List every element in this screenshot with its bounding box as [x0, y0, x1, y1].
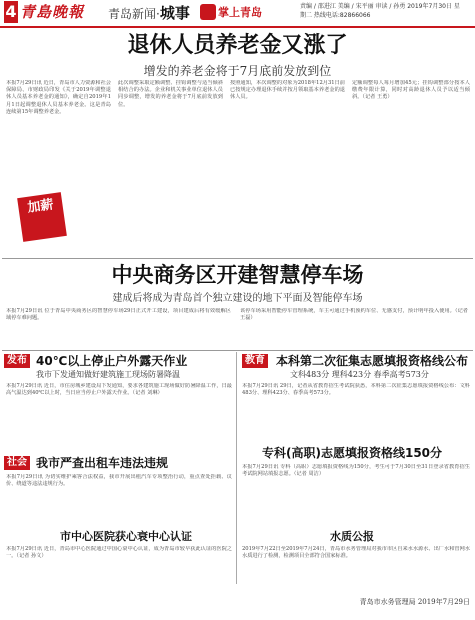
news7-body: 本报7月29日讯 专科（高职）志愿填报资格线为150分，考生可于7月30日至31日登录省教育招生考试院网站填报志愿。（记者 周洁）	[242, 464, 470, 478]
app-logo-icon	[200, 4, 216, 20]
column-rule	[236, 352, 237, 584]
news8-signature: 青岛市水务管理局 2019年7月29日	[359, 598, 470, 606]
news4-body: 本报7月29日讯 为切实维护乘客合法权益，我市开展出租汽车专项整治行动，重点查处拒载、议价、绕道等违法违规行为。	[6, 474, 232, 488]
app-name: 掌上青岛	[218, 6, 262, 19]
section-prefix: 青岛新闻·	[108, 7, 160, 21]
divider	[2, 258, 473, 259]
news3-tag: 发布	[4, 354, 30, 368]
story1-body-c: 按照通知，本次调整的对象为2018年12月31日前已按规定办理退休手续并按月领取基本养老金的退休人员。	[230, 80, 345, 101]
news4-tag: 社会	[4, 456, 30, 470]
news3-headline: 40℃以上停止户外露天作业	[36, 354, 188, 368]
story2-body-b: 该停车场采用智能停车管理系统，车主可通过手机预约车位、无感支付，预计明年投入使用。（记者 王磊）	[240, 308, 468, 322]
news7-headline: 专科(高职)志愿填报资格线150分	[262, 446, 443, 460]
news5-body: 本报7月29日讯 近日，青岛市中心医院通过中国心衰中心认证，成为青岛市较早获此认证的医院之一。（记者 孙文）	[6, 546, 232, 560]
story1-subhead: 增发的养老金将于7月底前发放到位	[143, 64, 332, 78]
news6-tag: 教育	[242, 354, 268, 368]
story1-body-d: 定额调整每人每月增加45元；挂钩调整部分按本人缴费年限计算，同时对高龄退休人员予以适当倾斜。（记者 王勇）	[352, 80, 470, 101]
divider	[2, 350, 473, 351]
story1-headline: 退休人员养老金又涨了	[127, 33, 348, 58]
news6-body: 本报7月29日讯 29日，记者从省教育招生考试院获悉，本科第二次征集志愿填报资格线公布：文科483分、理科423分、春季高考573分。	[242, 383, 470, 397]
masthead	[0, 0, 475, 28]
news8-body: 2019年7月22日至2019年7月24日，青岛市水务管理局对我市市区自来水水源水、出厂水和管网水水质进行了检测，检测项目全部符合国家标准。	[242, 546, 470, 560]
story2-headline: 中央商务区开建智慧停车场	[111, 263, 364, 287]
news4-headline: 我市严查出租车违法违规	[36, 456, 169, 470]
story2-body-a: 本报7月29日讯 位于青岛中央商务区的智慧停车场29日正式开工建设，项目建成后将有效缓解区域停车难问题。	[6, 308, 231, 322]
news6-headline: 本科第二次征集志愿填报资格线公布	[276, 354, 469, 368]
news5-headline: 市中心医院获心衰中心认证	[60, 530, 192, 543]
credits: 责编 / 邵进江 美编 / 宋平丽 审读 / 孙勇 2019年7月30日 星期二 热线电话:82866066	[300, 3, 460, 19]
story1-body-a: 本报7月29日讯 近日，青岛市人力资源和社会保障局、市财政局印发《关于2019年调整退休人员基本养老金的通知》，确定自2019年1月1日起调整退休人员基本养老金。这是青岛连续第15年调整养老金。	[6, 80, 111, 115]
page-number: 4	[5, 2, 17, 21]
news8-headline: 水质公报	[330, 530, 374, 543]
story2-subhead: 建成后将成为青岛首个独立建设的地下平面及智能停车场	[112, 293, 363, 304]
section-name: 城事	[159, 4, 190, 22]
news3-body: 本报7月29日讯 近日，市住房城乡建设局下发通知，要求各建筑施工现场做好防暑降温工作，日最高气温达到40℃以上时，当日应当停止户外露天作业。（记者 刘琳）	[6, 383, 232, 397]
story1-stamp: 加薪	[17, 192, 67, 242]
story1-body-b: 此次调整采取定额调整、挂钩调整与适当倾斜相结合的办法。企业和机关事业单位退休人员同步调整，增发的养老金将于7月底前发放到位。	[118, 80, 223, 108]
news3-subhead: 我市下发通知做好建筑施工现场防暑降温	[36, 370, 180, 379]
paper-name: 青島晚報	[20, 3, 85, 21]
news6-subhead: 文科483分 理科423分 春季高考573分	[290, 370, 429, 379]
section-title	[108, 6, 190, 21]
